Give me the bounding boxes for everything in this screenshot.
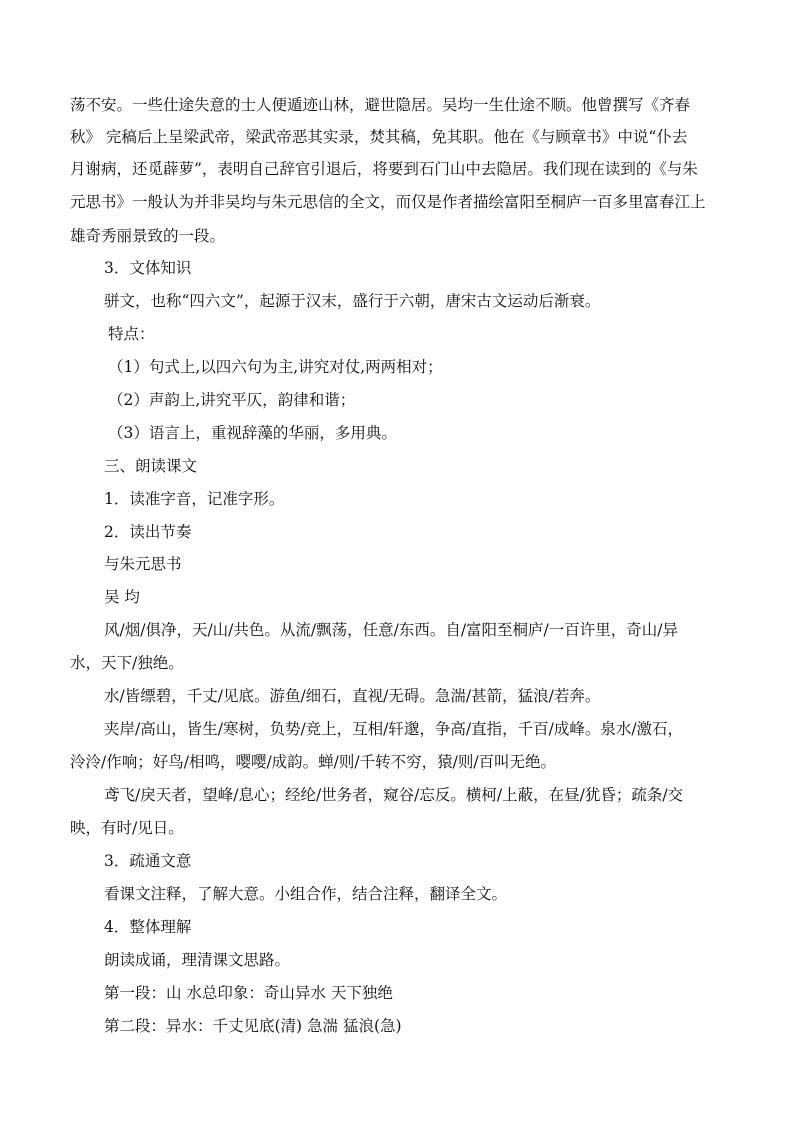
body-paragraph: 看课文注释，了解大意。小组合作，结合注释，翻译全文。 [104,885,508,903]
step-text: 3．疏通文意 [104,852,192,870]
structure-line: 第一段：山 水总印象：奇山异水 天下独绝 [104,984,393,1002]
body-paragraph: 骈文，也称“四六文”，起源于汉末，盛行于六朝，唐宋古文运动后渐衰。 [104,292,601,310]
list-item: （3）语言上，重视辞藻的华丽，多用典。 [108,424,397,442]
poem-line: 泠泠/作响；好鸟/相鸣，嘤嘤/成韵。蝉/则/千转不穷，猿/则/百叫无绝。 [70,753,557,771]
body-text-line: 月谢病，还觅薜萝”，表明自己辞官引退后，将要到石门山中去隐居。我们现在读到的《与朱 [70,160,698,178]
body-text-line: 元思书》一般认为并非吴均与朱元思信的全文，而仅是作者描绘富阳至桐庐一百多里富春江上 [70,193,706,211]
step-text: 1．读准字音，记准字形。 [104,490,285,508]
text-author: 吴 均 [104,588,140,606]
poem-line: 水，天下/独绝。 [70,654,184,672]
list-item: （2）声韵上,讲究平仄，韵律和谐； [108,391,356,409]
section-heading: 3．文体知识 [104,259,192,277]
list-item: （1）句式上,以四六句为主,讲究对仗,两两相对； [108,358,443,376]
section-heading: 三、朗读课文 [104,457,198,475]
text-title: 与朱元思书 [104,555,182,573]
step-text: 2．读出节奏 [104,523,192,541]
poem-line: 映，有时/见日。 [70,819,184,837]
poem-line: 鸢飞/戾天者，望峰/息心；经纶/世务者，窥谷/忘反。横柯/上蔽，在昼/犹昏；疏条/交 [104,786,684,804]
poem-line: 夹岸/高山，皆生/寒树，负势/竞上，互相/轩邈，争高/直指，千百/成峰。泉水/激石， [104,720,684,738]
body-text-line: 荡不安。一些仕途失意的士人便遁迹山林，避世隐居。吴均一生仕途不顺。他曾撰写《齐春 [70,96,691,114]
step-text: 4．整体理解 [104,918,192,936]
body-text-line: 秋》 完稿后上呈梁武帝，梁武帝恶其实录，焚其稿，免其职。他在《与顾章书》中说“仆去 [70,128,688,146]
structure-line: 第二段：异水：千丈见底(清) 急湍 猛浪(急) [104,1017,402,1035]
poem-line: 水/皆缥碧，千丈/见底。游鱼/细石，直视/无碍。急湍/甚箭，猛浪/若奔。 [104,687,601,705]
poem-line: 风/烟/俱净，天/山/共色。从流/飘荡，任意/东西。自/富阳至桐庐/一百许里，奇山/异 [104,621,679,639]
body-paragraph: 朗读成诵，理清课文思路。 [104,951,291,969]
body-text-line: 雄奇秀丽景致的一段。 [70,227,226,245]
list-heading: 特点： [108,325,155,343]
